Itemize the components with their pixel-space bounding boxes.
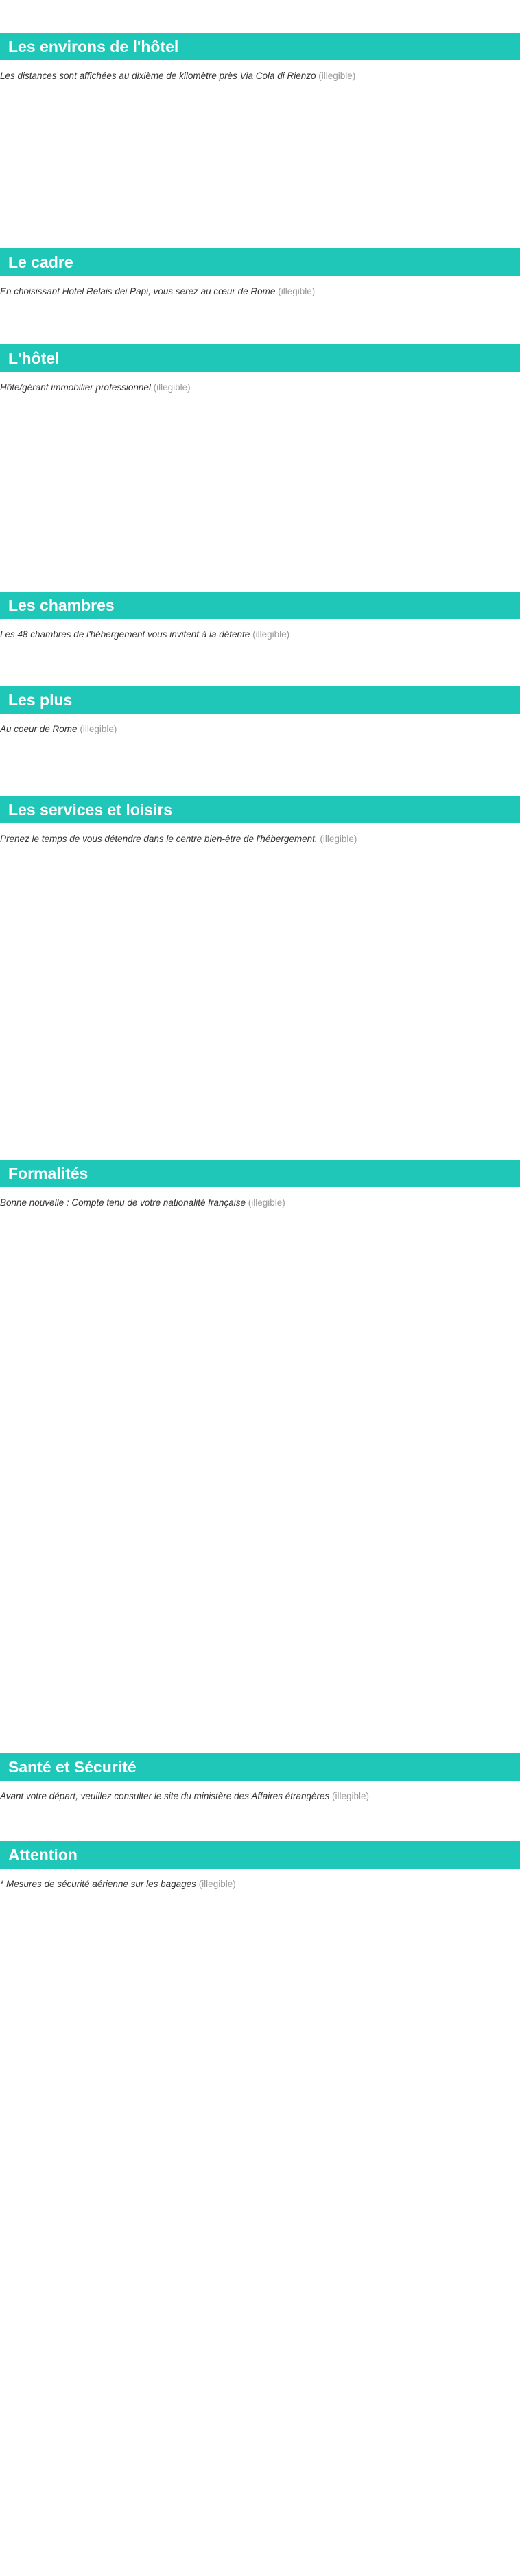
section-hotel <box>0 344 520 395</box>
section-body: Au coeur de Rome (illegible) <box>0 724 117 734</box>
section-heading: Le cadre <box>0 248 520 276</box>
section-heading: Les plus <box>0 686 520 714</box>
section-sante <box>0 1753 520 1803</box>
section-body: En choisissant Hotel Relais dei Papi, vous serez au cœur de Rome (illegible) <box>0 286 316 296</box>
section-attention <box>0 1841 520 1891</box>
section-services <box>0 796 520 846</box>
section-formalites <box>0 1160 520 1210</box>
section-heading: Les environs de l'hôtel <box>0 33 520 60</box>
section-body: Bonne nouvelle : Compte tenu de votre nationalité française (illegible) <box>0 1197 285 1208</box>
section-heading: L'hôtel <box>0 344 520 372</box>
section-body: Prenez le temps de vous détendre dans le centre bien-être de l'hébergement. (illegible) <box>0 834 357 844</box>
section-body: * Mesures de sécurité aérienne sur les bagages (illegible) <box>0 1879 236 1889</box>
section-heading: Les chambres <box>0 592 520 619</box>
section-heading: Les services et loisirs <box>0 796 520 823</box>
section-heading: Attention <box>0 1841 520 1869</box>
section-environs <box>0 33 520 83</box>
section-heading: Formalités <box>0 1160 520 1187</box>
section-body: Hôte/gérant immobilier professionnel (illegible) <box>0 382 191 393</box>
section-body: Les 48 chambres de l'hébergement vous invitent à la détente (illegible) <box>0 629 290 640</box>
section-body: Les distances sont affichées au dixième de kilomètre près Via Cola di Rienzo (illegible) <box>0 71 356 81</box>
section-body: Avant votre départ, veuillez consulter le site du ministère des Affaires étrangères (illegible) <box>0 1791 370 1801</box>
section-heading: Santé et Sécurité <box>0 1753 520 1781</box>
section-cadre <box>0 248 520 298</box>
section-chambres <box>0 592 520 642</box>
section-plus <box>0 686 520 736</box>
